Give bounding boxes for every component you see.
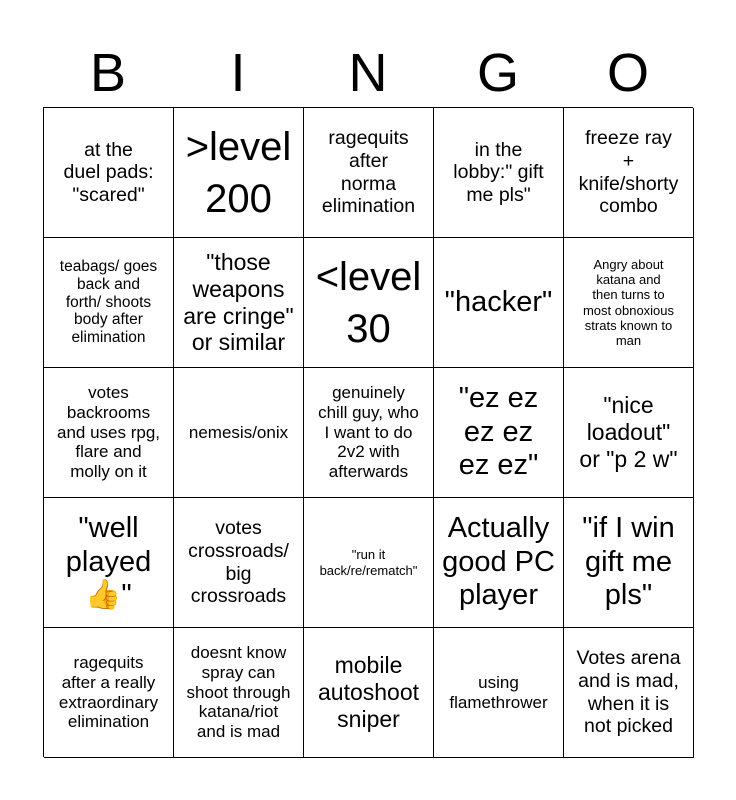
bingo-cell-text: ragequits after a really extraordinary elimination <box>58 653 159 732</box>
bingo-cell-text: "hacker" <box>444 285 553 318</box>
bingo-cell[interactable] <box>174 498 304 628</box>
bingo-cell-text: freeze ray + knife/shorty combo <box>578 127 679 218</box>
bingo-cell-text: nemesis/onix <box>188 422 289 442</box>
bingo-cell[interactable] <box>564 238 694 368</box>
bingo-cell-text: "those weapons are cringe" or similar <box>183 249 294 356</box>
bingo-cell-text: "well played 👍" <box>65 512 152 612</box>
title-letter-i: I <box>230 43 246 103</box>
bingo-cell-text: in the lobby:" gift me pls" <box>453 138 544 206</box>
bingo-cell[interactable] <box>434 108 564 238</box>
bingo-title <box>43 40 693 106</box>
bingo-cell-text: Actually good PC player <box>442 512 555 612</box>
bingo-cell[interactable] <box>564 628 694 758</box>
bingo-cell[interactable] <box>44 238 174 368</box>
bingo-cell-text: using flamethrower <box>449 672 548 712</box>
bingo-cell-text: at the duel pads: "scared" <box>63 138 154 206</box>
bingo-cell-text: genuinely chill guy, who I want to do 2v2 with afterwards <box>318 383 419 482</box>
title-letter-n: N <box>348 43 388 103</box>
bingo-cell-text: Votes arena and is mad, when it is not picked <box>576 647 681 738</box>
bingo-cell[interactable] <box>564 368 694 498</box>
bingo-cell[interactable] <box>434 238 564 368</box>
bingo-cell[interactable] <box>434 498 564 628</box>
bingo-cell[interactable] <box>564 498 694 628</box>
bingo-cell[interactable] <box>174 628 304 758</box>
bingo-cell[interactable] <box>304 368 434 498</box>
bingo-cell-text: >level 200 <box>185 124 292 221</box>
bingo-cell[interactable] <box>304 498 434 628</box>
bingo-cell[interactable] <box>174 238 304 368</box>
bingo-cell[interactable] <box>304 108 434 238</box>
bingo-cell[interactable] <box>434 368 564 498</box>
bingo-cell-text: "run it back/re/rematch" <box>319 547 418 578</box>
bingo-cell-text: votes backrooms and uses rpg, flare and molly on it <box>56 383 160 482</box>
bingo-cell[interactable] <box>434 628 564 758</box>
bingo-cell[interactable] <box>304 238 434 368</box>
bingo-cell-text: Angry about katana and then turns to most obnoxious strats known to man <box>582 257 675 348</box>
bingo-cell-text: "ez ez ez ez ez ez" <box>458 382 539 482</box>
bingo-cell-text: <level 30 <box>315 254 422 351</box>
bingo-cell-text: teabags/ goes back and forth/ shoots body after elimination <box>59 257 158 347</box>
title-letter-g: G <box>476 43 519 103</box>
bingo-cell[interactable] <box>564 108 694 238</box>
bingo-cell-text: mobile autoshoot sniper <box>317 652 420 732</box>
title-letter-b: B <box>89 43 127 103</box>
bingo-cell[interactable] <box>44 498 174 628</box>
bingo-cell[interactable] <box>44 108 174 238</box>
bingo-cell[interactable] <box>44 368 174 498</box>
bingo-cell-text: ragequits after norma elimination <box>321 127 416 218</box>
bingo-cell-text: doesnt know spray can shoot through katana/riot and is mad <box>186 643 291 742</box>
bingo-cell[interactable] <box>44 628 174 758</box>
bingo-cell-text: votes crossroads/ big crossroads <box>188 517 289 608</box>
bingo-cell-text: "nice loadout" or "p 2 w" <box>579 392 678 472</box>
bingo-cell-text: "if I win gift me pls" <box>582 512 675 612</box>
bingo-cell[interactable] <box>174 368 304 498</box>
bingo-cell[interactable] <box>174 108 304 238</box>
bingo-cell[interactable] <box>304 628 434 758</box>
title-letter-o: O <box>606 43 649 103</box>
bingo-grid <box>43 107 693 757</box>
